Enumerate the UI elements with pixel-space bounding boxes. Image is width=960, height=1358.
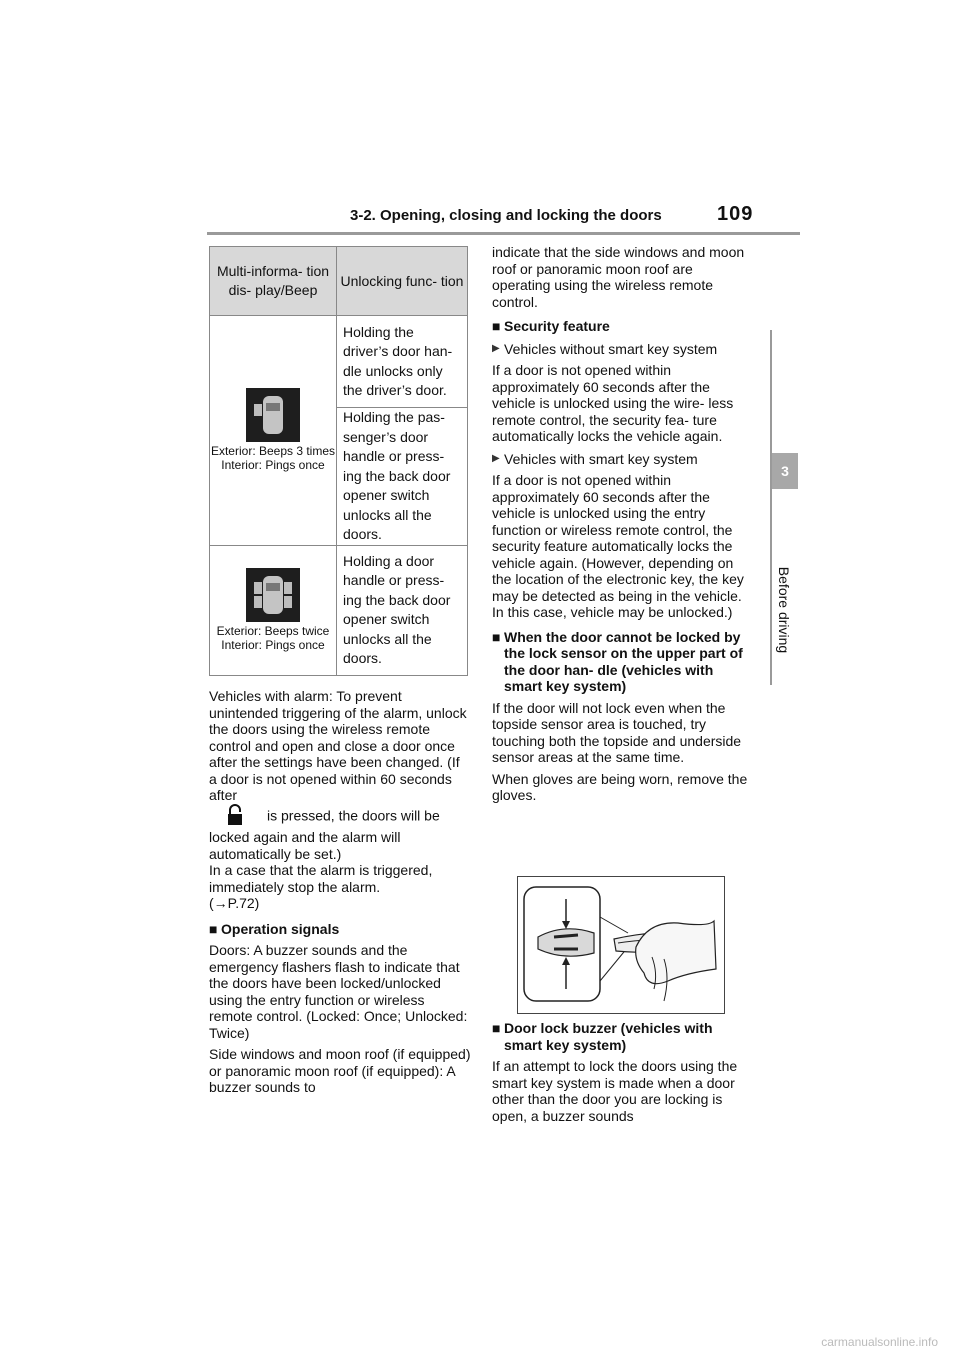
chapter-title: Before driving	[776, 566, 792, 654]
square-bullet-icon: ■	[492, 318, 501, 334]
chapter-title-vertical	[760, 550, 808, 670]
lock-sensor-para: If the door will not lock even when the topside sensor area is touched, try touching both the topside and underside sensor areas at the same time.	[492, 699, 742, 765]
operation-doors-text: Doors: A buzzer sounds and the emergency flashers flash to indicate that the doors have been locked/unlocked using the entry function or wireless remote control. (Locked: Once; Unlocked: Twice)	[209, 942, 468, 1041]
chapter-number-tab: 3	[772, 453, 798, 489]
left-column	[209, 688, 471, 1101]
triangle-bullet-icon: ▶	[492, 452, 500, 464]
security-para-2: If a door is not opened within approximately 60 seconds after the vehicle is unlocked using the entry function or wireless remote control, the security feature automatically locks the vehicle again. (However, depending on the location of the electronic key, the key may be detected as being in the vehicle. In this case, vehicle may be unlocked.)	[492, 472, 744, 620]
bullet-no-smart-key: ▶ Vehicles without smart key system	[492, 340, 718, 357]
header-rule	[207, 232, 800, 235]
continuation-text: indicate that the side windows and moon roof or panoramic moon roof are operating using the wireless remote control.	[492, 244, 745, 310]
operation-signals-heading: ■ Operation signals	[209, 920, 340, 937]
right-column-lower	[492, 1020, 752, 1129]
display-cell	[210, 545, 337, 675]
door-handle-sensor-illustration	[517, 876, 725, 1014]
alarm-note-part3: In a case that the alarm is triggered, immediately stop the alarm.	[209, 862, 433, 895]
door-lock-buzzer-heading: ■ Door lock buzzer (vehicles with smart key system)	[492, 1020, 713, 1053]
car-one-door-open-icon	[246, 388, 300, 442]
section-title: 3-2. Opening, closing and locking the doors	[350, 207, 662, 224]
security-para-1: If a door is not opened within approximately 60 seconds after the vehicle is unlocked using the wire- less remote control, the security fea- ture automatically locks the vehicle again.	[492, 362, 734, 444]
display-caption: Exterior: Beeps twice Interior: Pings once	[216, 624, 330, 652]
function-cell: Holding the pas- senger’s door handle or press- ing the back door opener switch unlocks all the doors.	[337, 408, 468, 546]
right-column	[492, 244, 752, 809]
security-feature-heading: ■ Security feature	[492, 318, 610, 334]
triangle-bullet-icon: ▶	[492, 342, 500, 354]
page-number: 109	[717, 203, 754, 225]
function-cell: Holding the driver’s door han- dle unlocks only the driver’s door.	[337, 316, 468, 408]
alarm-page-ref: (→P.72)	[209, 895, 260, 911]
bullet-smart-key: ▶ Vehicles with smart key system	[492, 450, 698, 467]
car-all-doors-open-icon	[246, 568, 300, 622]
function-cell: Holding a door handle or press- ing the back door opener switch unlocks all the doors.	[337, 545, 468, 675]
table-header-function: Unlocking func- tion	[337, 247, 468, 316]
table-row	[210, 545, 468, 675]
lock-icon	[227, 804, 243, 830]
square-bullet-icon: ■	[209, 920, 218, 937]
table-row	[210, 316, 468, 408]
display-caption: Exterior: Beeps 3 times Interior: Pings once	[210, 444, 336, 473]
alarm-note-part2: is pressed, the doors will be locked again and the alarm will automatically be set.)	[209, 806, 440, 862]
square-bullet-icon: ■	[492, 628, 501, 645]
alarm-note	[209, 688, 471, 912]
gloves-para: When gloves are being worn, remove the gloves.	[492, 770, 748, 803]
operation-windows-text: Side windows and moon roof (if equipped) or panoramic moon roof (if equipped): A buzzer sounds to	[209, 1046, 471, 1095]
door-lock-buzzer-para: If an attempt to lock the doors using the smart key system is made when a door other than the door you are locking is open, a buzzer sounds	[492, 1058, 738, 1124]
table-header-display: Multi-informa- tion dis- play/Beep	[210, 247, 337, 316]
table-header-row	[210, 247, 468, 316]
square-bullet-icon: ■	[492, 1020, 501, 1036]
display-cell	[210, 316, 337, 546]
watermark: carmanualsonline.info	[821, 1335, 938, 1349]
unlocking-function-table	[209, 246, 468, 676]
lock-sensor-heading: ■ When the door cannot be locked by the lock sensor on the upper part of the door han- dle (vehicles with smart key system)	[492, 628, 743, 694]
alarm-note-part1: Vehicles with alarm: To prevent unintended triggering of the alarm, unlock the doors using the wireless remote control and open and close a door once after the settings have been changed. (If a door is not opened within 60 seconds after	[209, 688, 467, 803]
